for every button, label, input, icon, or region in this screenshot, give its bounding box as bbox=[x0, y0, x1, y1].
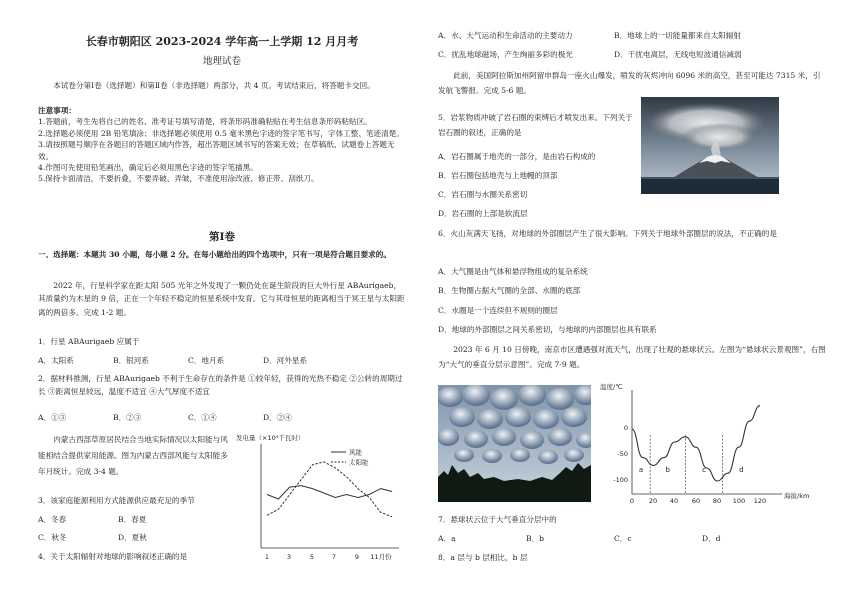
atmosphere-chart bbox=[598, 380, 826, 508]
question-3: 3．该家庭能源利用方式能源供应最充足的季节 bbox=[38, 496, 195, 505]
energy-chart-xticks bbox=[265, 552, 392, 561]
question-3-options-row2 bbox=[38, 532, 228, 543]
passage-1: 2022 年，行星科学家在距太阳 505 光年之外发现了一颗仍处在诞生阶段的巨大外行星 ABAurigaeb，其质量约为木星的 9 倍，正在一个年轻不稳定的恒星系统中发育。它与其母恒星的距离相当于冥王星与太阳距离的两倍多。完成 1-2 题。 bbox=[38, 281, 405, 317]
section-title: 第Ⅰ卷 bbox=[209, 231, 235, 243]
option-a[interactable]: A．岩石圈属于地壳的一部分，是由岩石构成的 bbox=[438, 152, 596, 161]
option-c[interactable]: C．岩石圈与水圈关系密切 bbox=[438, 190, 528, 199]
option-a[interactable]: A．冬春 bbox=[38, 515, 67, 524]
x-tick-label: 9 bbox=[354, 553, 360, 561]
layer-label: b bbox=[665, 466, 670, 474]
question-4: 4．关于太阳辐射对地球的影响叙述正确的是 bbox=[38, 552, 188, 561]
question-1-options bbox=[38, 355, 406, 366]
option-b[interactable]: B．②③ bbox=[113, 413, 142, 422]
option-b[interactable]: B．银河系 bbox=[113, 356, 149, 365]
exam-title: 长春市朝阳区 2023-2024 学年高一上学期 12 月月考 bbox=[85, 35, 359, 48]
x-tick-label: 80 bbox=[712, 497, 722, 505]
note-item: 4.作图可先使用铅笔画出，确定后必须用黑色字迹的签字笔描黑。 bbox=[38, 162, 258, 172]
option-b[interactable]: B．春夏 bbox=[118, 515, 147, 524]
layer-label: d bbox=[739, 466, 744, 474]
option-c[interactable]: C．地月系 bbox=[188, 356, 225, 365]
question-4-options-row2 bbox=[438, 49, 826, 60]
option-c[interactable]: C．水圈是一个连续但不规则的圈层 bbox=[438, 306, 558, 315]
layer-label: c bbox=[702, 466, 706, 474]
option-a[interactable]: A．水、大气运动和生命活动的主要动力 bbox=[438, 31, 573, 40]
energy-chart-series bbox=[267, 462, 392, 517]
option-a[interactable]: A．①③ bbox=[38, 413, 67, 422]
option-b[interactable]: B．生物圈占据大气圈的全部、水圈的底部 bbox=[438, 286, 581, 295]
question-1: 1．行星 ABAurigaeb 应属于 bbox=[38, 337, 140, 346]
passage-4: 2023 年 6 月 10 日傍晚，南京市区遭遇强对流天气，出现了壮观的悬球状云。左图为“悬球状云景观图”，右图为“大气的垂直分层示意图”。完成 7-9 题。 bbox=[438, 345, 826, 370]
x-tick-label: 100 bbox=[732, 497, 746, 505]
exam-subtitle: 地理试卷 bbox=[202, 56, 241, 67]
question-2-options bbox=[38, 412, 406, 423]
x-tick-label: 120 bbox=[753, 497, 767, 505]
atmo-chart-ylabel: 温度/℃ bbox=[600, 383, 623, 391]
x-tick-label: 20 bbox=[648, 497, 658, 505]
note-item: 3.请按照题号顺序在各题目的答题区域内作答，超出答题区域书写的答案无效；在草稿纸、试题卷上答题无效。 bbox=[38, 140, 395, 161]
option-b[interactable]: B．地球上的一切能量都来自太阳辐射 bbox=[614, 31, 742, 40]
solar-energy-line bbox=[267, 462, 392, 517]
option-c[interactable]: C．c bbox=[614, 534, 632, 543]
x-tick-label: 11月份 bbox=[370, 553, 392, 561]
wind-energy-line bbox=[267, 486, 392, 499]
option-d[interactable]: D．岩石圈的上部是软流层 bbox=[438, 209, 528, 218]
question-2: 2．据材料推测，行星 ABAurigaeb 不利于生命存在的条件是 ①较年轻，获得的光热不稳定 ②公转的周期过长 ③距离恒星较远，温度不适宜 ④大气厚度不适宜 bbox=[38, 374, 403, 396]
option-c[interactable]: C．①④ bbox=[188, 413, 217, 422]
x-tick-label: 40 bbox=[669, 497, 679, 505]
y-tick-label: -100 bbox=[613, 476, 628, 484]
x-tick-label: 3 bbox=[286, 553, 292, 561]
question-4-options bbox=[438, 30, 826, 41]
option-d[interactable]: D．夏秋 bbox=[118, 533, 147, 542]
legend-solar: 太阳能 bbox=[349, 458, 369, 467]
question-7: 7．悬球状云位于大气垂直分层中的 bbox=[438, 515, 557, 524]
notes-heading: 注意事项： bbox=[38, 106, 76, 115]
x-tick-label: 1 bbox=[264, 553, 270, 561]
question-5: 5．岩浆物质冲破了岩石圈的束缚后才喷发出来。下列关于岩石圈的叙述，正确的是 bbox=[438, 113, 633, 138]
question-6: 6．火山灰满天飞扬，对地球的外部圈层产生了很大影响。下列关于地球外部圈层的说法，不正确的是 bbox=[438, 229, 777, 238]
energy-chart-legend bbox=[331, 448, 369, 467]
x-tick-label: 7 bbox=[331, 553, 337, 561]
option-b[interactable]: B．b bbox=[526, 534, 545, 543]
option-c[interactable]: C．秋冬 bbox=[38, 533, 67, 542]
mammatus-cloud-photo bbox=[438, 385, 591, 502]
passage-2: 内蒙古西部草原居民结合当地实际情况以太阳能与风能相结合提供家用能源。图为内蒙古西部风能与太阳能多年月统计。完成 3-4 题。 bbox=[38, 435, 228, 476]
option-b[interactable]: B．岩石圈包括地壳与上地幔的顶部 bbox=[438, 171, 558, 180]
option-d[interactable]: D．②④ bbox=[263, 413, 292, 422]
layer-label: a bbox=[638, 466, 644, 474]
question-7-options bbox=[438, 533, 826, 544]
volcano-photo bbox=[641, 97, 779, 194]
x-tick-label: 0 bbox=[629, 497, 635, 505]
option-d[interactable]: D．干扰电离层，无线电短波通信减弱 bbox=[614, 50, 742, 59]
atmo-chart-xlabel: 海拔/km bbox=[784, 492, 810, 500]
option-d[interactable]: D．地球的外部圈层之间关系密切，与地球的内部圈层也具有联系 bbox=[438, 325, 657, 334]
option-a[interactable]: A．太阳系 bbox=[38, 356, 74, 365]
option-d[interactable]: D．河外星系 bbox=[263, 356, 308, 365]
question-8: 8．a 层与 b 层相比，b 层 bbox=[438, 553, 528, 562]
y-tick-label: -50 bbox=[617, 450, 628, 458]
x-tick-label: 5 bbox=[309, 553, 315, 561]
note-item: 2.选择题必须使用 2B 铅笔填涂；非选择题必须使用 0.5 毫米黑色字迹的签字笔书写，字体工整、笔迹清楚。 bbox=[38, 128, 404, 138]
option-c[interactable]: C．扰乱地球磁场，产生绚丽多彩的极光 bbox=[438, 50, 573, 59]
option-a[interactable]: A．a bbox=[438, 534, 456, 543]
energy-chart bbox=[231, 430, 406, 570]
note-item: 5.保持卡面清洁，不要折叠，不要弄破、弄皱，不准使用涂改液、修正带、刮纸刀。 bbox=[38, 174, 319, 184]
energy-chart-ylabel: 发电量（×10⁴千瓦时） bbox=[236, 434, 305, 442]
y-tick-label: 0 bbox=[623, 424, 628, 432]
note-item: 1.答题前，考生先将自己的姓名、准考证号填写清楚，将条形码准确粘贴在考生信息条形码粘贴区。 bbox=[38, 117, 372, 127]
option-a[interactable]: A．大气圈是由气体和悬浮物组成的复杂系统 bbox=[438, 267, 588, 276]
section-instructions: 一、选择题：本题共 30 小题，每小题 2 分。在每小题给出的四个选项中，只有一项是符合题目要求的。 bbox=[38, 250, 391, 259]
option-d[interactable]: D．d bbox=[702, 534, 721, 543]
question-3-options bbox=[38, 514, 228, 525]
intro-text: 本试卷分第Ⅰ卷（选择题）和第Ⅱ卷（非选择题）两部分，共 4 页。考试结束后，将答题卡交回。 bbox=[53, 81, 375, 90]
passage-3: 此前，美国阿拉斯加州阿留申群岛一座火山爆发，喷发的灰烬冲向 6096 米的高空，甚至可能达 7315 米，引发航飞警报。完成 5-6 题。 bbox=[438, 71, 821, 96]
legend-wind: 风能 bbox=[349, 448, 362, 457]
atmo-chart-yticks bbox=[613, 424, 628, 484]
x-tick-label: 60 bbox=[691, 497, 701, 505]
atmo-chart-xticks bbox=[630, 497, 766, 505]
notes-block bbox=[38, 105, 406, 185]
